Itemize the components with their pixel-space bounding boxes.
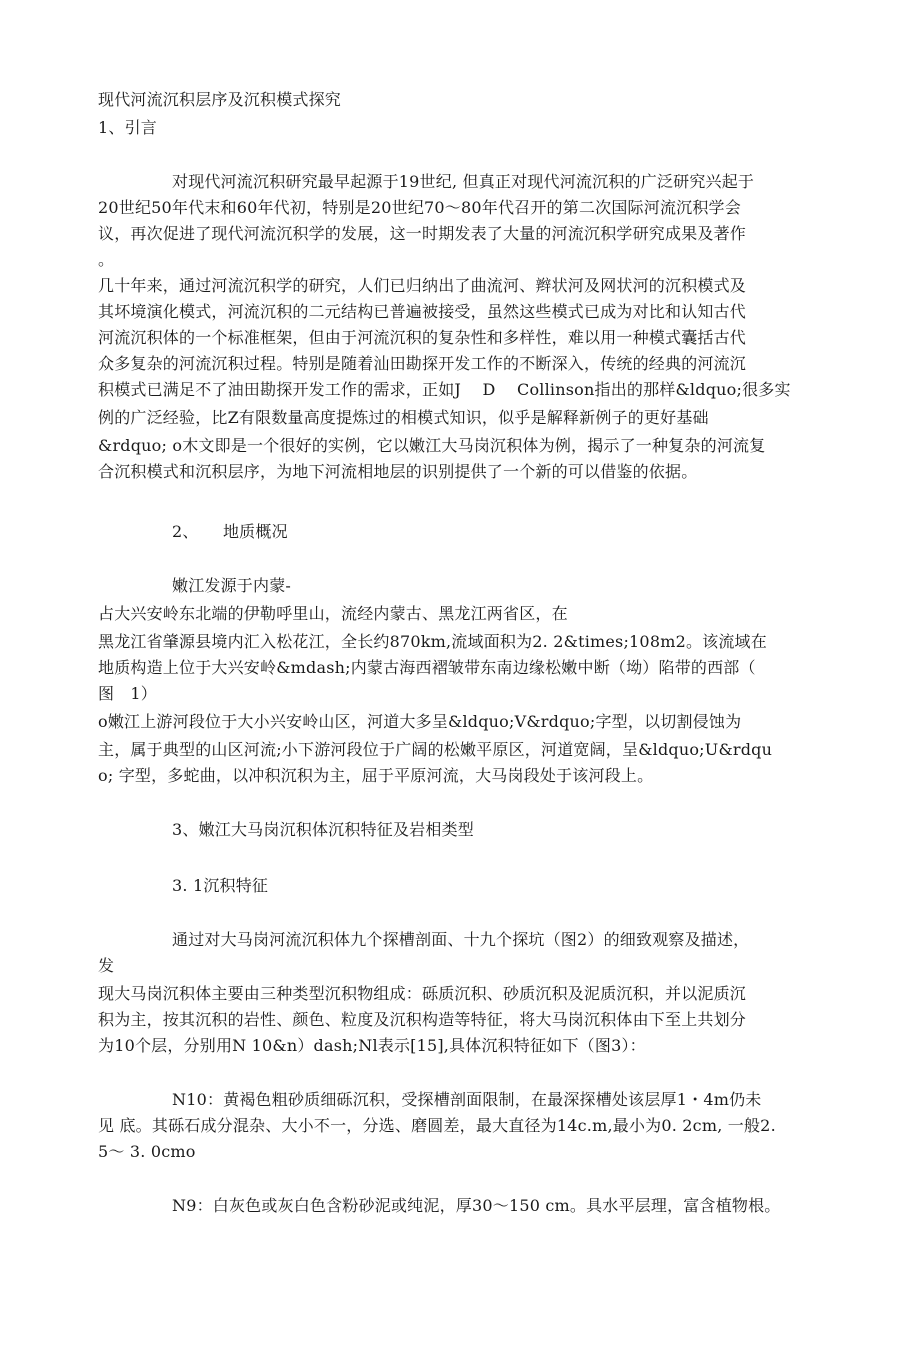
paragraph-5-line: N10：黄褐色粗砂质细砾沉积，受探槽剖面限制，在最深探槽处该层厚1・4m仍未 [172,1090,762,1109]
paragraph-2-line: 其坏境演化模式，河流沉积的二元结构已普遍被接受，虽然这些模式已成为对比和认知古代 [98,302,747,321]
paragraph-5-line: 见 底。其砾石成分混杂、大小不一，分选、磨圆差，最大直径为14c.m,最小为0. 2cm, 一般2. [98,1116,776,1135]
paragraph-2-line: 例的广泛经验，比Z有限数量高度提炼过的相模式知识，似乎是解释新例子的更好基础 [98,408,709,427]
section-1-heading: 1、引言 [98,118,157,137]
paragraph-2-line: &rdquo; o木文即是一个很好的实例，它以嫩江大马岗沉积体为例，揭示了一种复杂的河流复 [98,436,766,455]
paragraph-1-line: 对现代河流沉积研究最早起源于19世纪, 但真正对现代河流沉积的广泛研究兴起于 [172,172,755,191]
paragraph-4-line: 积为主，按其沉积的岩性、颜色、粒度及沉积构造等特征，将大马岗沉积体由下至上共划分 [98,1010,747,1029]
paragraph-3-line: 地质构造上位于大兴安岭&mdash;内蒙古海西褶皱带东南边缘松嫩中断（坳）陷带的西部（ [98,658,756,677]
paragraph-5-line: 5～ 3. 0cmo [98,1142,196,1161]
paragraph-3-line: o; 字型，多蛇曲，以冲积沉积为主，屈于平原河流，大马岗段处于该河段上。 [98,766,654,785]
paragraph-3-line: 占大兴安岭东北端的伊勒呼里山，流经内蒙古、黑龙江两省区，在 [98,604,568,623]
paragraph-4-line: 为10个层，分别用N 10&n）dash;Nl表示[15],具体沉积特征如下（图3）： [98,1036,646,1055]
section-2-heading: 2、 地质概况 [172,522,288,541]
paragraph-6-line: N9：白灰色或灰白色含粉砂泥或纯泥，厚30～150 cm。具水平层理，富含植物根。 [172,1196,781,1215]
paragraph-2-line: 几十年来，通过河流沉积学的研究，人们已归纳出了曲流河、辫状河及网状河的沉积模式及 [98,276,747,295]
paragraph-4-line: 通过对大马岗河流沉积体九个探槽剖面、十九个探坑（图2）的细致观察及描述， [172,930,750,949]
paragraph-2-line: 合沉积模式和沉积层序，为地下河流相地层的识别提供了一个新的可以借鉴的依据。 [98,462,698,481]
document-title: 现代河流沉积层序及沉积模式探究 [98,90,342,109]
paragraph-3-line: 嫩江发源于内蒙- [172,576,292,595]
paragraph-2-line: 众多复杂的河流沉积过程。特别是随着汕田勘探开发工作的不断深入，传统的经典的河流沉 [98,354,747,373]
paragraph-3-line: 主，属于典型的山区河流;小下游河段位于广阔的松嫩平原区，河道宽阔，呈&ldquo;U&rdqu [98,740,773,759]
paragraph-1-line: 。 [98,250,115,269]
paragraph-1-line: 20世纪50年代末和60年代初，特别是20世纪70～80年代召开的第二次国际河流沉积学会 [98,198,741,217]
paragraph-2-line: 积模式已满足不了油田勘探开发工作的需求，正如J D Collinson指出的那样&ldquo;很多实 [98,380,791,399]
paragraph-3-line: o嫩江上游河段位于大小兴安岭山区，河道大多呈&ldquo;V&rdquo;字型，以切割侵蚀为 [98,712,742,731]
paragraph-2-line: 河流沉积体的一个标准框架，但由于河流沉积的复杂性和多样性，难以用一种模式囊括古代 [98,328,747,347]
paragraph-3-line: 图 1） [98,684,157,703]
paragraph-4-line: 现大马岗沉积体主要由三种类型沉积物组成：砾质沉积、砂质沉积及泥质沉积，并以泥质沉 [98,984,747,1003]
section-3-1-heading: 3. 1沉积特征 [172,876,269,895]
paragraph-3-line: 黑龙江省肇源县境内汇入松花江，全长约870km,流域面积为2. 2&times;108m2。该流域在 [98,632,767,651]
paragraph-4-line: 发 [98,956,115,975]
paragraph-1-line: 议，再次促进了现代河流沉积学的发展，这一时期发表了大量的河流沉积学研究成果及著作 [98,224,747,243]
section-3-heading: 3、嫩江大马岗沉积体沉积特征及岩相类型 [172,820,474,839]
